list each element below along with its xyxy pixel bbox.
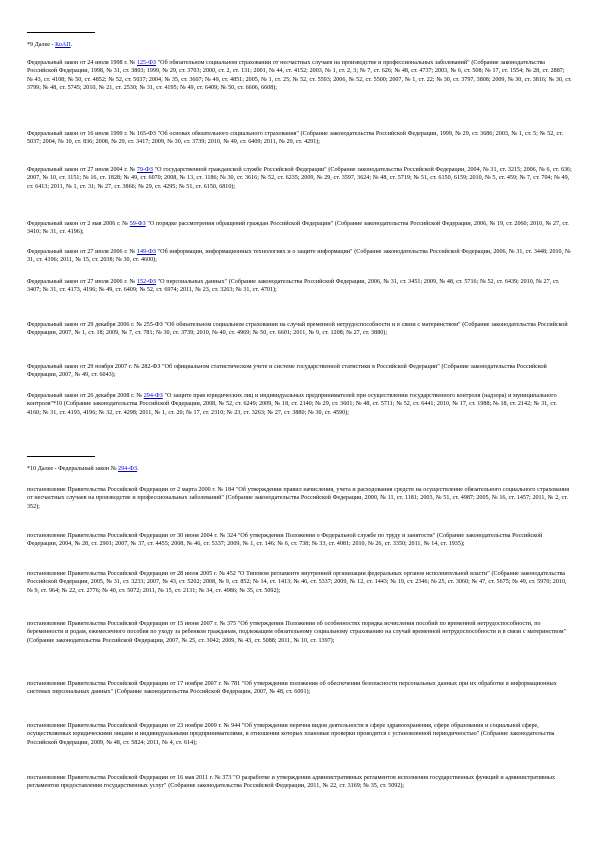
footnote-9 bbox=[27, 41, 572, 49]
law-paragraph bbox=[27, 392, 572, 417]
law-text: "О персональных данных" (Собрание законодательства Российской Федерации, 2006, № 31, ст. 3451; 2009, № 48, ст. 5716; № 52, ст. 6439; 2010, № 27, ст. 3407; № 31, ст. 4173, 4196; № 49, ст. 6409; № 52, ст. 6974; 2011, № 23, ст. 3263; № 31, ст. 4701); bbox=[27, 279, 560, 294]
law-text: "О порядке рассмотрения обращений граждан Российской Федерации" (Собрание законодательства Российской Федерации, 2006, № 19, ст. 2060; 2010, № 27, ст. 3410; № 31, ст. 4196); bbox=[27, 221, 569, 236]
law-text: Федеральный закон от 26 декабря 2008 г. № bbox=[27, 393, 144, 399]
law-text: Федеральный закон от 2 мая 2006 г. № bbox=[27, 221, 130, 227]
decree-paragraph bbox=[27, 680, 572, 697]
law-text: "О государственной гражданской службе Российской Федерации" (Собрание законодательства Российской Федерации, 2004, № 31, ст. 3215; 2006, № 6, ст. 636; 2007, № 10, ст. 1151; № 16, ст. 1828; № 49, ст. 6070; 2008, № 13, ст. 1186; № 30, ст. 3616; № 52, ст. 6235; 2009, № 29, ст. 3597, 3624; № 48, ст. 5719; № 51, ст. 6150, 6159; 2010, № 5, ст. 459; № 7, ст. 704; № 49, ст. 6413; 2011, № 1, ст. 31; № 27, ст. 3866; № 29, ст. 4295; № 51, ст. 6150, 6810); bbox=[27, 167, 572, 190]
decree-text: постановление Правительства Российской Федерации от 16 мая 2011 г. № 373 "О разработке и утверждении административных регламентов исполнения государственных функций и административных регламентов предоставления государственных услуг" (Собрание законодательства Российской Федерации, 2011, № 22, ст. 3169; № 35, ст. 5092); bbox=[27, 775, 556, 790]
decree-paragraph bbox=[27, 570, 572, 595]
footnote-9-link[interactable]: КоАП bbox=[55, 42, 71, 48]
law-paragraph bbox=[27, 363, 572, 380]
footnote-separator bbox=[27, 32, 95, 33]
decree-text: постановление Правительства Российской Федерации от 15 июня 2007 г. № 375 "Об утверждении Положения об особенностях порядка исчисления пособий по временной нетрудоспособности, по беременности и родам, ежемесячного пособия по уходу за ребенком гражданам, подлежащим обязательному социальному страхованию на случай временной нетрудоспособности и в связи с материнством" (Собрание законодательства Российской Федерации, 2007, № 25, ст. 3042; 2009, № 43, ст. 5088; 2011, № 10, ст. 1397); bbox=[27, 621, 567, 644]
footnote-10-text: *10 Далее - Федеральный закон № bbox=[27, 466, 119, 472]
footnote-10 bbox=[27, 465, 572, 473]
law-text: Федеральный закон от 16 июля 1999 г. № 165-ФЗ "Об основах обязательного социального страхования" (Собрание законодательства Российской Федерации, 1999, № 29, ст. 3686; 2003, № 1, ст. 5; № 52, ст. 5037; 2004, № 10, ст. 836; 2008, № 29, ст. 3417; 2009, № 30, ст. 3739; 2010, № 49, ст. 6409; 2011, № 29, ст. 4291); bbox=[27, 131, 563, 146]
footnote-10-tail: . bbox=[137, 466, 139, 472]
footnote-9-tail: . bbox=[70, 42, 73, 48]
footnote-separator bbox=[27, 456, 95, 457]
law-link[interactable]: 125-ФЗ bbox=[136, 60, 156, 66]
law-paragraph bbox=[27, 59, 572, 93]
law-text: Федеральный закон от 27 июля 2006 г. № bbox=[27, 249, 137, 255]
law-paragraph bbox=[27, 278, 572, 295]
law-text: "Об информации, информационных технологиях и о защите информации" (Собрание законодательства Российской Федерации, 2006, № 31, ст. 3448; 2010, № 31, ст. 4196; 2011, № 15, ст. 2038; № 30, ст. 4600); bbox=[27, 249, 571, 264]
decree-text: постановление Правительства Российской Федерации от 17 ноября 2007 г. № 781 "Об утверждении положения об обеспечении безопасности персональных данных при их обработке в информационных системах персональных данных" (Собрание законодательства Российской Федерации, 2007, № 48, ст. 6001); bbox=[27, 681, 557, 696]
law-link[interactable]: 59-ФЗ bbox=[129, 221, 146, 227]
decree-text: постановление Правительства Российской Федерации от 23 ноября 2009 г. № 944 "Об утверждении перечня видов деятельности в сфере здравоохранения, сфере образования и социальной сфере, осуществляемых юридическими лицами и индивидуальными предпринимателями, в отношении которых плановые проверки проводятся с установленной периодичностью" (Собрание законодательства Российской Федерации, 2009, № 48, ст. 5824; 2011, № 4, ст. 614); bbox=[27, 723, 555, 746]
law-link[interactable]: 149-ФЗ bbox=[136, 249, 156, 255]
decree-paragraph bbox=[27, 486, 572, 511]
law-text: "О защите прав юридических лиц и индивидуальных предпринимателей при осуществлении государственного контроля (надзора) и муниципального контроля"*10 (Собрание законодательства Российской Федерации, 2008, № 52, ст. 6249; 2009, № 18, ст. 2140; № 29, ст. 3601; № 48, ст. 5711; № 52, ст. 6441; 2010, № 17, ст. 1988; № 18, ст. 2142; № 31, ст. 4160; № 31, ст. 4193, 4196; № 32, ст. 4298; 2011, № 1, ст. 20; № 17, ст. 2310; № 23, ст. 3263; № 27, ст. 3880; № 30, ст. 4590); bbox=[27, 393, 557, 416]
law-text: Федеральный закон от 24 июля 1998 г. № bbox=[27, 60, 137, 66]
law-paragraph bbox=[27, 248, 572, 265]
decree-text: постановление Правительства Российской Федерации от 30 июня 2004 г. № 324 "Об утверждении Положения о Федеральной службе по труду и занятости" (Собрание законодательства Российской Федерации, 2004, № 28, ст. 2901; 2007, № 37, ст. 4455; 2008, № 46, ст. 5337; 2009, № 1, ст. 146; № 6, ст. 738; № 33, ст. 4081; 2010, № 26, ст. 3350; 2011, № 14, ст. 1935); bbox=[27, 533, 543, 548]
decree-paragraph bbox=[27, 774, 572, 791]
law-text: Федеральный закон от 27 июля 2004 г. № bbox=[27, 167, 137, 173]
law-text: "Об обязательном социальном страховании от несчастных случаев на производстве и профессиональных заболеваний" (Собрание законодательства Российской Федерации, 1998, № 31, ст. 3803; 1999, № 29, ст. 3703; 2000, ст. 2, ст. 131; 2001, № 44, ст. 4152; 2003, № 1, ст. 2, 3; № 7, ст. 626; № 48, ст. 4737; 2003, № 6, ст. 508; № 17, ст. 1554; № 28, ст. 2887; № 43, ст. 4108; № 50, ст. 4852; № 52, ст. 5037; 2004, № 35, ст. 3607; № 49, ст. 4851; 2005, № 1, ст. 25; № 52, ст. 5593; 2006, № 52, ст. 5500; 2007, № 1, ст. 22; № 30, ст. 3797, 3808; 2009, № 30, ст. 3816; № 30, ст. 3799; № 48, ст. 5745; 2010, № 21, ст. 2530; № 31, ст. 4195; № 49, ст. 6409; № 50, ст. 6606, 6608); bbox=[27, 60, 572, 92]
law-paragraph bbox=[27, 166, 572, 191]
law-link[interactable]: 79-ФЗ bbox=[136, 167, 153, 173]
decree-text: постановление Правительства Российской Федерации от 2 марта 2000 г. № 184 "Об утверждении правил начисления, учета и расходования средств на осуществление обязательного социального страхования от несчастных случаев на производстве и профессиональных заболеваний" (Собрание законодательства Российской Федерации, 2000, № 11, ст. 1181; 2003, № 51, ст. 4987; 2005, № 16, ст. 1457; 2011, № 2, ст. 352); bbox=[27, 487, 570, 510]
decree-paragraph bbox=[27, 620, 572, 645]
law-paragraph bbox=[27, 220, 572, 237]
law-paragraph bbox=[27, 321, 572, 338]
decree-text: постановление Правительства Российской Федерации от 28 июля 2005 г. № 452 "О Типовом регламенте внутренней организации федеральных органов исполнительной власти" (Собрание законодательства Российской Федерации, 2005, № 31, ст. 3233; 2007, № 43, ст. 5202; 2008, № 9, ст. 852; № 14, ст. 1413; № 46, ст. 5337; 2009, № 12, ст. 1443; № 19, ст. 2346; № 25, ст. 3060; № 47, ст. 5675; № 49, ст. 5970; 2010, № 9, ст. 964; № 22, ст. 2776; № 40, ст. 5072; 2011, № 15, ст. 2131; № 34, ст. 4986; № 35, ст. 5092); bbox=[27, 571, 567, 594]
law-link[interactable]: 152-ФЗ bbox=[136, 279, 156, 285]
footnote-10-link[interactable]: 294-ФЗ bbox=[118, 466, 138, 472]
law-text: Федеральный закон от 29 декабря 2006 г. № 255-ФЗ "Об обязательном социальном страховании на случай временной нетрудоспособности и в связи с материнством" (Собрание законодательства Российской Федерации, 2007, № 1, ст. 18; 2009, № 7, ст. 781; № 30, ст. 3739; 2010, № 40, ст. 4969; № 50, ст. 6601; 2011, № 9, ст. 1208; № 27, ст. 3880); bbox=[27, 322, 568, 337]
decree-paragraph bbox=[27, 722, 572, 747]
law-text: Федеральный закон от 27 июля 2006 г. № bbox=[27, 279, 137, 285]
law-link[interactable]: 294-ФЗ bbox=[143, 393, 163, 399]
footnote-9-text: *9 Далее - bbox=[27, 42, 56, 48]
law-paragraph bbox=[27, 130, 572, 147]
law-text: Федеральный закон от 29 ноября 2007 г. № 282-ФЗ "Об официальном статистическом учете и системе государственной статистики в Российской Федерации" (Собрание законодательства Российской Федерации, 2007, № 49, ст. 6043); bbox=[27, 364, 547, 379]
decree-paragraph bbox=[27, 532, 572, 549]
